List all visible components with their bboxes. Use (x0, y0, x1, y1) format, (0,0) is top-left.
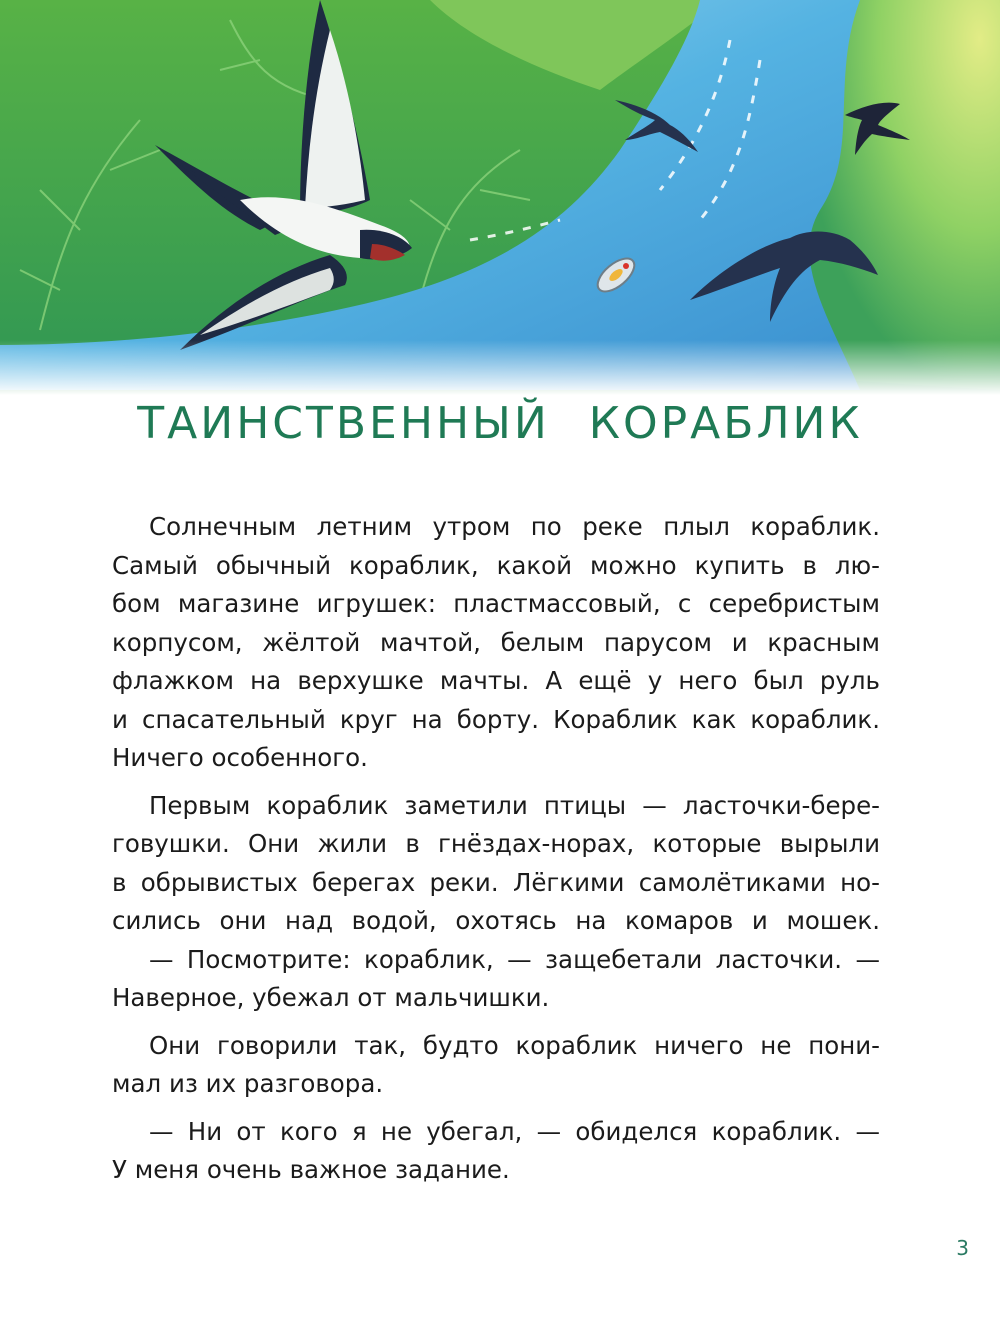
text-line: мал из их разговора. (112, 1069, 384, 1098)
text-line: флажком на верхушке мачты. А ещё у него был руль (112, 666, 880, 695)
text-line: говушки. Они жили в гнёздах-норах, которые вырыли (112, 829, 880, 858)
page-number: 3 (956, 1236, 969, 1260)
text-line: в обрывистых берегах реки. Лёгкими самолётиками но- (112, 867, 880, 897)
text-line: У меня очень важное задание. (112, 1155, 510, 1184)
text-line: корпусом, жёлтой мачтой, белым парусом и красным (112, 627, 880, 657)
text-line: Солнечным летним утром по реке плыл кораблик. (149, 512, 880, 541)
text-line: — Посмотрите: кораблик, — защебетали ласточки. — (149, 944, 880, 974)
text-line: бом магазине игрушек: пластмассовый, с серебристым (112, 589, 880, 618)
text-line: Они говорили так, будто кораблик ничего не пони- (149, 1030, 880, 1060)
text-line: — Ни от кого я не убегал, — обиделся кораблик. — (149, 1116, 880, 1146)
text-line: Самый обычный кораблик, какой можно купить в лю- (112, 550, 880, 580)
text-line: Ничего особенного. (112, 743, 368, 772)
text-line: Первым кораблик заметили птицы — ласточки-бере- (149, 790, 880, 820)
text-line: и спасательный круг на борту. Кораблик как кораблик. (112, 704, 880, 734)
story-text (112, 508, 880, 1190)
text-line: Наверное, убежал от мальчишки. (112, 983, 550, 1012)
swallows-river-illustration (0, 0, 1000, 395)
text-line: сились они над водой, охотясь на комаров и мошек. (112, 906, 880, 935)
story-title: ТАИНСТВЕННЫЙ КОРАБЛИК (137, 398, 863, 449)
